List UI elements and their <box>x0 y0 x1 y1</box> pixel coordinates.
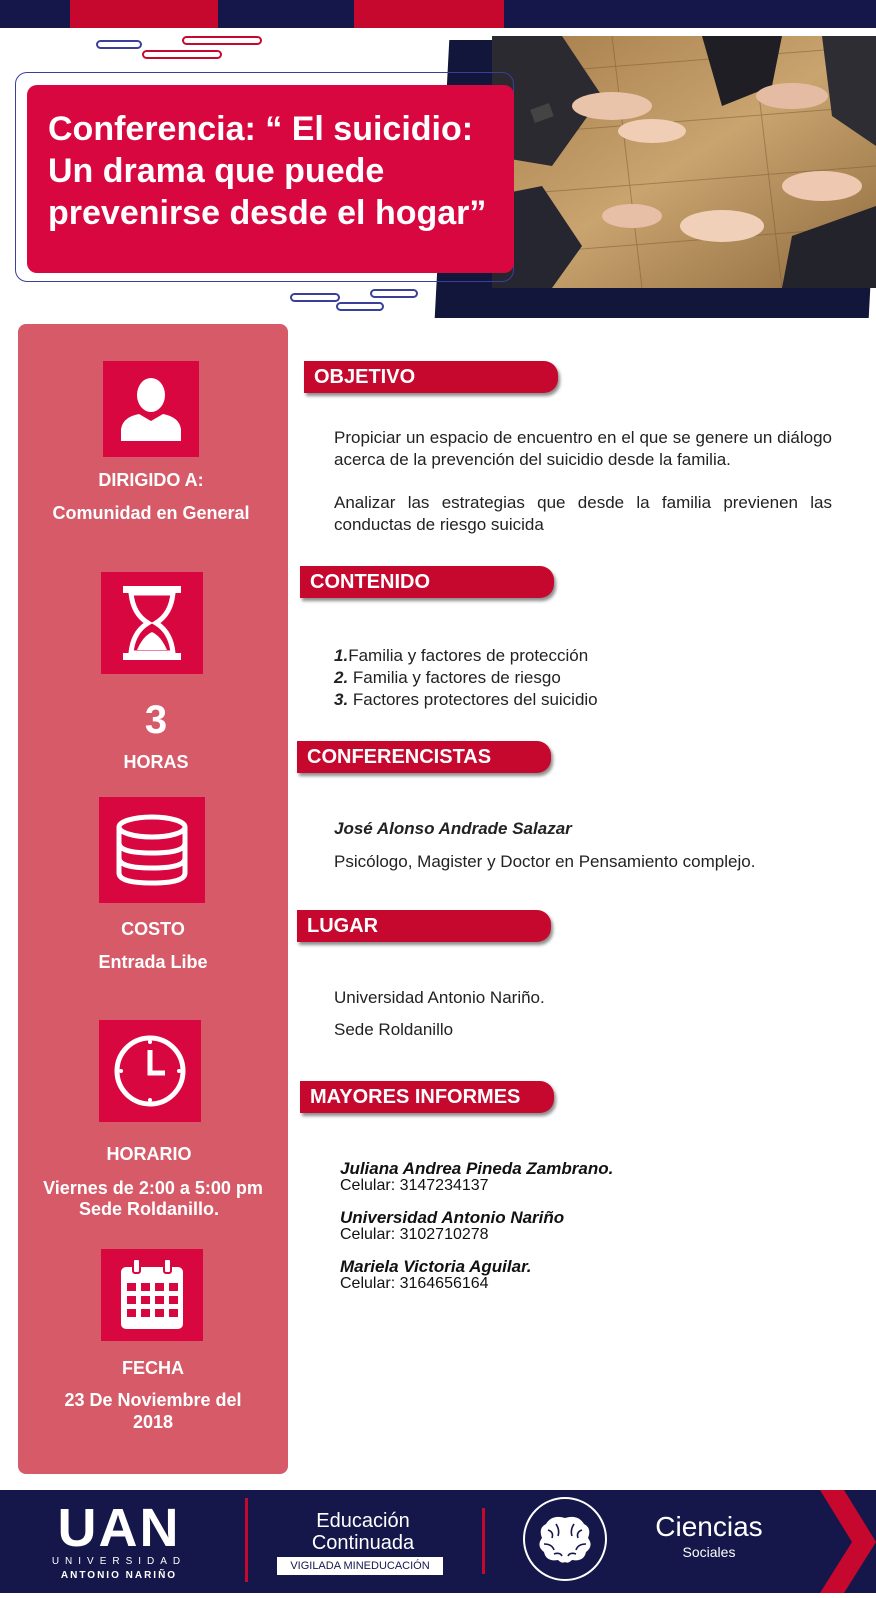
footer-chevron <box>820 1490 876 1593</box>
contact-name: Juliana Andrea Pineda Zambrano. <box>340 1159 614 1178</box>
lugar-heading: LUGAR <box>297 910 551 942</box>
sociales-label: Sociales <box>682 1544 736 1560</box>
cost-label: COSTO <box>121 919 185 939</box>
decor-pill <box>336 302 384 311</box>
calendar-icon <box>101 1249 203 1341</box>
footer-divider <box>245 1498 248 1582</box>
decor-pill <box>290 293 340 302</box>
informes-heading: MAYORES INFORMES <box>300 1081 554 1113</box>
contact-name: Mariela Victoria Aguilar. <box>340 1257 532 1276</box>
duration-unit: HORAS <box>123 752 189 772</box>
contact-phone: Celular: 3102710278 <box>340 1226 489 1243</box>
chevron-right-icon <box>820 1490 876 1593</box>
venue-line1: Universidad Antonio Nariño. <box>334 988 545 1007</box>
top-bar-red-1 <box>70 0 218 28</box>
brain-icon <box>522 1496 608 1582</box>
objetivo-heading: OBJETIVO <box>304 361 558 393</box>
cost-icon-box <box>99 797 205 903</box>
top-bar-navy-2 <box>504 0 876 28</box>
audience-value: Comunidad en General <box>52 503 250 523</box>
uan-logo-subtitle-2: ANTONIO NARIÑO <box>60 1570 178 1581</box>
speaker-description: Psicólogo, Magister y Doctor en Pensamiento complejo. <box>334 852 756 871</box>
schedule-line1: Viernes de 2:00 a 5:00 pm <box>43 1178 263 1198</box>
date-label: FECHA <box>122 1358 184 1378</box>
user-icon <box>103 361 199 457</box>
audience-label: DIRIGIDO A: <box>98 470 204 490</box>
objetivo-paragraph-2: Analizar las estrategias que desde la familia previenen las conductas de riesgo suicida <box>334 493 832 534</box>
brain-logo <box>522 1496 608 1582</box>
top-bar-navy-left <box>0 0 70 28</box>
date-line1: 23 De Noviembre del <box>64 1390 242 1410</box>
speaker-name: José Alonso Andrade Salazar <box>334 819 572 838</box>
decor-pill <box>370 289 418 298</box>
contact-item <box>340 1209 820 1243</box>
uan-logo: UAN <box>57 1498 181 1558</box>
top-bar-red-2 <box>354 0 504 28</box>
footer <box>0 1490 876 1593</box>
ciencias-label: Ciencias <box>655 1511 763 1542</box>
cost-value: Entrada Libe <box>98 952 208 972</box>
contact-phone: Celular: 3147234137 <box>340 1177 489 1194</box>
conferencistas-heading: CONFERENCISTAS <box>297 741 551 773</box>
duration-icon-box <box>101 572 203 674</box>
schedule-label: HORARIO <box>106 1144 192 1164</box>
contenido-heading: CONTENIDO <box>300 566 554 598</box>
decor-pill <box>182 36 262 45</box>
footer-divider <box>482 1508 485 1574</box>
top-bar-navy-1 <box>218 0 354 28</box>
edu-line1: Educación <box>316 1510 410 1532</box>
database-icon <box>99 797 205 903</box>
venue-line2: Sede Roldanillo <box>334 1020 454 1039</box>
schedule-line2: Sede Roldanillo. <box>78 1199 220 1219</box>
decor-pill <box>142 50 222 59</box>
edu-line2: Continuada <box>311 1532 415 1554</box>
vigilada-badge: VIGILADA MINEDUCACIÓN <box>277 1557 443 1575</box>
clock-icon <box>99 1020 201 1122</box>
duration-number: 3 <box>144 698 168 742</box>
list-item: 2. Familia y factores de riesgo <box>334 668 561 687</box>
decor-pill <box>96 40 142 49</box>
date-icon-box <box>101 1249 203 1341</box>
contact-phone: Celular: 3164656164 <box>340 1275 489 1292</box>
list-item: 3. Factores protectores del suicidio <box>334 690 598 709</box>
uan-logo-subtitle-1: UNIVERSIDAD <box>51 1556 187 1567</box>
audience-icon-box <box>103 361 199 457</box>
hourglass-icon <box>101 572 203 674</box>
objetivo-paragraph-1: Propiciar un espacio de encuentro en el que se genere un diálogo acerca de la prevención del suicidio desde la familia. <box>334 428 832 469</box>
date-line2: 2018 <box>132 1412 174 1432</box>
contact-item <box>340 1160 820 1194</box>
contenido-list <box>334 645 814 711</box>
schedule-icon-box <box>99 1020 201 1122</box>
contact-item <box>340 1258 820 1292</box>
header-photo <box>492 36 876 288</box>
list-item: 1.Familia y factores de protección <box>334 646 589 665</box>
page-title: Conferencia: “ El suicidio: Un drama que puede prevenirse desde el hogar” <box>48 110 487 232</box>
contact-name: Universidad Antonio Nariño <box>340 1208 565 1227</box>
